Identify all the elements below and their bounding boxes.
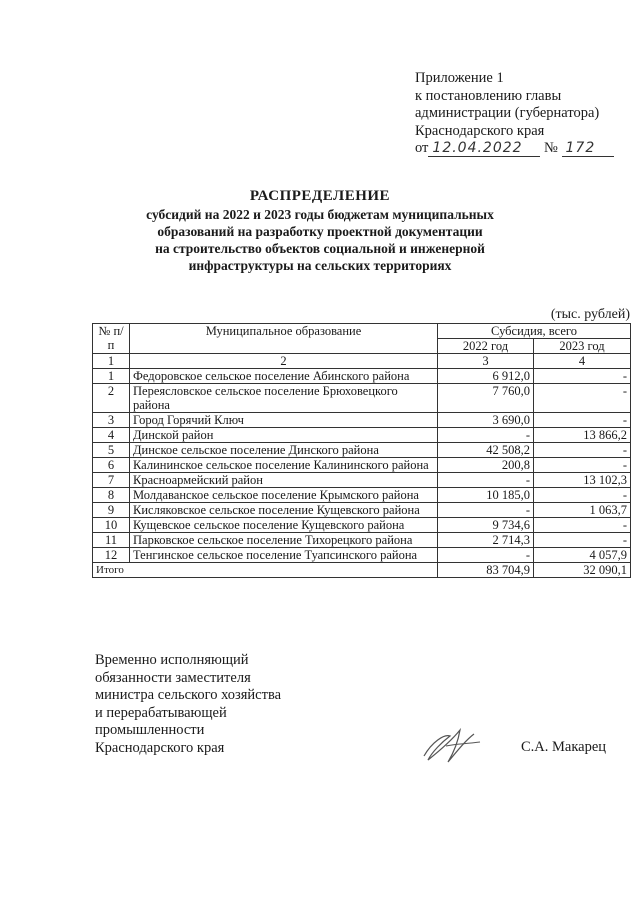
table-row [93,428,631,443]
row-subsidy-2022: - [438,428,534,443]
index-row [93,354,631,369]
row-subsidy-2022: 2 714,3 [438,533,534,548]
index-cell: 2 [130,354,438,369]
header-row [93,324,631,339]
row-municipality: Город Горячий Ключ [130,413,438,428]
total-2022: 83 704,9 [438,563,534,578]
footer-line-4: и перерабатывающей [95,704,227,721]
appendix-line-2: к постановлению главы [415,87,562,104]
row-number: 4 [93,428,130,443]
row-number: 10 [93,518,130,533]
row-subsidy-2023: - [534,369,631,384]
row-municipality: Молдаванское сельское поселение Крымского района [130,488,438,503]
total-label: Итого [93,563,438,578]
row-municipality: Динское сельское поселение Динского района [130,443,438,458]
row-subsidy-2023: - [534,384,631,413]
table-row [93,533,631,548]
title-main: РАСПРЕДЕЛЕНИЕ [249,188,391,204]
row-subsidy-2022: 6 912,0 [438,369,534,384]
title-line-3: на строительство объектов социальной и инженерной [155,241,485,256]
table-row [93,548,631,563]
table-body [93,369,631,563]
row-municipality: Кущевское сельское поселение Кущевского района [130,518,438,533]
row-subsidy-2022: 3 690,0 [438,413,534,428]
row-number: 2 [93,384,130,413]
title-line-2: образований на разработку проектной документации [157,224,483,239]
row-municipality: Динской район [130,428,438,443]
row-number: 12 [93,548,130,563]
row-municipality: Красноармейский район [130,473,438,488]
header-num: № п/п [93,324,130,354]
total-2023: 32 090,1 [534,563,631,578]
decree-date: 12.04.2022 [428,141,540,157]
table-row [93,369,631,384]
row-subsidy-2023: - [534,443,631,458]
row-subsidy-2022: 42 508,2 [438,443,534,458]
row-subsidy-2022: - [438,548,534,563]
row-subsidy-2022: 9 734,6 [438,518,534,533]
signer-name: С.А. Макарец [521,739,607,755]
row-subsidy-2023: 13 102,3 [534,473,631,488]
row-subsidy-2023: - [534,533,631,548]
appendix-title: Приложение 1 [415,70,504,86]
index-cell: 1 [93,354,130,369]
row-subsidy-2023: - [534,488,631,503]
row-municipality: Калининское сельское поселение Калининского района [130,458,438,473]
header-2022: 2022 год [438,339,534,354]
from-label: от [415,140,429,156]
index-cell: 3 [438,354,534,369]
row-subsidy-2022: 7 760,0 [438,384,534,413]
row-number: 8 [93,488,130,503]
row-municipality: Кисляковское сельское поселение Кущевского района [130,503,438,518]
number-label: № [544,140,558,156]
row-number: 11 [93,533,130,548]
row-municipality: Переясловское сельское поселение Брюховецкого района [130,384,438,413]
row-municipality: Парковское сельское поселение Тихорецкого района [130,533,438,548]
row-municipality: Федоровское сельское поселение Абинского района [130,369,438,384]
appendix-block [415,70,635,158]
appendix-date-line [415,140,635,158]
header-subsidy: Субсидия, всего [438,324,631,339]
footer-line-6: Краснодарского края [95,739,225,756]
table-row [93,384,631,413]
index-cell: 4 [534,354,631,369]
footer-line-3: министра сельского хозяйства [95,687,282,704]
row-number: 9 [93,503,130,518]
row-number: 6 [93,458,130,473]
title-line-4: инфраструктуры на сельских территориях [188,258,452,273]
total-row [93,563,631,578]
row-subsidy-2023: 1 063,7 [534,503,631,518]
row-subsidy-2022: 10 185,0 [438,488,534,503]
table-row [93,473,631,488]
table-row [93,518,631,533]
appendix-line-4: Краснодарского края [415,122,545,139]
document-title [0,187,640,274]
row-subsidy-2022: - [438,503,534,518]
row-municipality: Тенгинское сельское поселение Туапсинского района [130,548,438,563]
footer-line-5: промышленности [95,722,205,739]
row-subsidy-2022: - [438,473,534,488]
footer-block [95,652,281,758]
row-number: 3 [93,413,130,428]
row-subsidy-2022: 200,8 [438,458,534,473]
header-2023: 2023 год [534,339,631,354]
title-line-1: субсидий на 2022 и 2023 годы бюджетам муниципальных [146,207,494,222]
appendix-line-3: администрации (губернатора) [415,105,600,121]
row-subsidy-2023: 13 866,2 [534,428,631,443]
footer-line-2: обязанности заместителя [95,669,251,686]
table-row [93,413,631,428]
row-number: 7 [93,473,130,488]
table-row [93,443,631,458]
table-row [93,488,631,503]
row-subsidy-2023: - [534,458,631,473]
row-number: 5 [93,443,130,458]
signature-icon [418,722,486,768]
row-subsidy-2023: - [534,413,631,428]
subsidy-table [92,323,631,578]
decree-number: 172 [562,141,614,157]
table-row [93,503,631,518]
row-subsidy-2023: 4 057,9 [534,548,631,563]
table-row [93,458,631,473]
footer-line-1: Временно исполняющий [95,652,249,668]
header-municipality: Муниципальное образование [130,324,438,354]
row-number: 1 [93,369,130,384]
units-label: (тыс. рублей) [550,307,630,322]
row-subsidy-2023: - [534,518,631,533]
